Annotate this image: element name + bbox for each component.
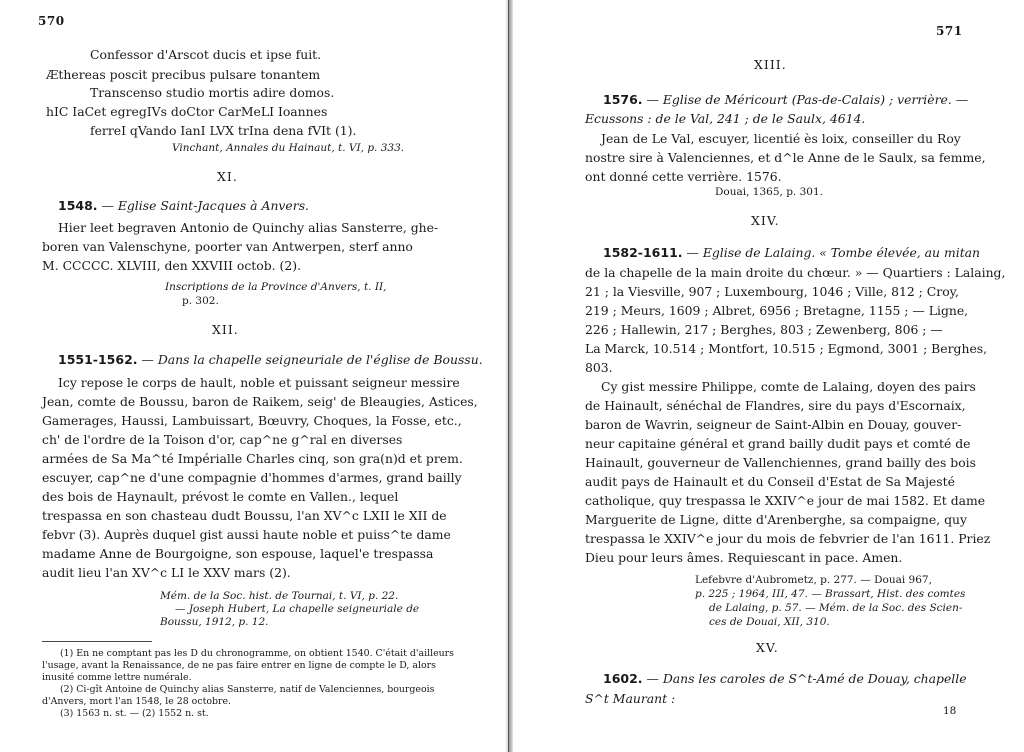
- footnote: d'Anvers, mort l'an 1548, le 28 octobre.: [42, 696, 232, 707]
- text-line: audit lieu l'an XV^c LI le XXV mars (2).: [42, 565, 291, 580]
- text-line: 226 ; Hallewin, 217 ; Berghes, 803 ; Zewenberg, 806 ; —: [585, 322, 943, 337]
- source-line: de Lalaing, p. 57. — Mém. de la Soc. des Scien-: [709, 602, 963, 614]
- text-line: trespassa en son chasteau dudt Boussu, l'an XV^c LXII le XII de: [42, 508, 447, 523]
- section-year: 1551-1562.: [58, 352, 138, 367]
- text-line: des bois de Haynault, prévost le comte en Vallen., lequel: [42, 489, 399, 504]
- source-line: p. 302.: [182, 295, 219, 307]
- footnote-rule: [42, 641, 152, 642]
- section-title: — Eglise de Lalaing. « Tombe élevée, au mitan: [686, 245, 981, 260]
- source-line: ces de Douai, XII, 310.: [709, 616, 830, 628]
- left-page: [0, 0, 505, 752]
- text-line: 219 ; Meurs, 1609 ; Albret, 6956 ; Bretagne, 1155 ; — Ligne,: [585, 303, 969, 318]
- text-line: nostre sire à Valenciennes, et d^le Anne de le Saulx, sa femme,: [585, 150, 986, 165]
- section-numeral-xi: XI.: [217, 169, 238, 184]
- source-line: p. 225 ; 1964, III, 47. — Brassart, Hist. des comtes: [695, 588, 966, 600]
- text-line: febvr (3). Auprès duquel gist aussi haute noble et puiss^te dame: [42, 527, 451, 542]
- section-subtitle: Ecussons : de le Val, 241 ; de le Saulx, 4614.: [585, 111, 866, 126]
- poem-line: Confessor d'Arscot ducis et ipse fuit.: [90, 47, 322, 62]
- section-title: — Eglise Saint-Jacques à Anvers.: [101, 198, 309, 213]
- text-line: Hainault, gouverneur de Vallenchiennes, grand bailly des bois: [585, 455, 976, 470]
- footnote: (2) Ci-gît Antoine de Quinchy alias Sansterre, natif de Valenciennes, bourgeois: [60, 684, 435, 695]
- text-line: Jean de Le Val, escuyer, licentié ès loix, conseiller du Roy: [601, 131, 961, 146]
- text-line: Icy repose le corps de hault, noble et puissant seigneur messire: [58, 375, 460, 390]
- section-title-xi: [58, 197, 309, 214]
- section-title-xiii: [603, 91, 968, 108]
- footnote: (3) 1563 n. st. — (2) 1552 n. st.: [60, 708, 209, 719]
- section-numeral-xii: XII.: [212, 322, 239, 337]
- page-number-right: 571: [936, 24, 963, 38]
- poem-line: Transcenso studio mortis adire domos.: [90, 85, 335, 100]
- section-title-xii: [58, 351, 483, 368]
- text-line: de la chapelle de la main droite du chœur. » — Quartiers : Lalaing,: [585, 265, 1006, 280]
- footnote: (1) En ne comptant pas les D du chronogramme, on obtient 1540. C'était d'ailleurs: [60, 648, 454, 659]
- book-gutter: [505, 0, 513, 752]
- section-year: 1548.: [58, 198, 98, 213]
- text-line: trespassa le XXIV^e jour du mois de febvrier de l'an 1611. Priez: [585, 531, 991, 546]
- text-line: armées de Sa Ma^té Impérialle Charles cinq, son gra(n)d et prem.: [42, 451, 463, 466]
- text-line: de Hainault, sénéchal de Flandres, sire du pays d'Escornaix,: [585, 398, 966, 413]
- text-line: Hier leet begraven Antonio de Quinchy alias Sansterre, ghe-: [58, 220, 439, 235]
- source-line: Inscriptions de la Province d'Anvers, t. II,: [165, 281, 387, 293]
- gutter-line: [508, 0, 509, 752]
- section-numeral-xiii: XIII.: [754, 57, 787, 72]
- section-numeral-xiv: XIV.: [751, 213, 780, 228]
- footnote: l'usage, avant la Renaissance, de ne pas faire entrer en ligne de compte le D, alors: [42, 660, 436, 671]
- right-page: [513, 0, 1024, 752]
- text-line: ch' de l'ordre de la Toison d'or, cap^ne g^ral en diverses: [42, 432, 403, 447]
- poem-line: ferreI qVando IanI LVX trIna dena fVIt (1).: [90, 123, 357, 138]
- text-line: 803.: [585, 360, 613, 375]
- text-line: escuyer, cap^ne d'une compagnie d'hommes d'armes, grand bailly: [42, 470, 462, 485]
- poem-line: hIC IaCet egregIVs doCtor CarMeLI Ioannes: [46, 104, 328, 119]
- section-title-xiv: [603, 244, 980, 261]
- text-line: Marguerite de Ligne, ditte d'Arenberghe, sa compaigne, quy: [585, 512, 967, 527]
- section-title: — Dans les caroles de S^t-Amé de Douay, chapelle: [646, 671, 967, 686]
- source-line: — Joseph Hubert, La chapelle seigneuriale de: [175, 603, 420, 615]
- text-line: Gamerages, Haussi, Lambuissart, Bœuvry, Choques, la Fosse, etc.,: [42, 413, 462, 428]
- text-line: audit pays de Hainault et du Conseil d'Estat de Sa Majesté: [585, 474, 955, 489]
- source-line: Lefebvre d'Aubrometz, p. 277. — Douai 967,: [695, 574, 932, 586]
- section-title: — Eglise de Méricourt (Pas-de-Calais) ; verrière. —: [646, 92, 969, 107]
- source-line: Douai, 1365, p. 301.: [715, 186, 823, 198]
- section-numeral-xv: XV.: [756, 640, 779, 655]
- text-line: Jean, comte de Boussu, baron de Raikem, seig' de Bleaugies, Astices,: [42, 394, 478, 409]
- source-line: Mém. de la Soc. hist. de Tournai, t. VI, p. 22.: [160, 590, 399, 602]
- section-title-xv: [603, 670, 967, 687]
- text-line: baron de Wavrin, seigneur de Saint-Albin en Douay, gouver-: [585, 417, 962, 432]
- text-line: neur capitaine général et grand bailly dudit pays et comté de: [585, 436, 971, 451]
- text-line: Cy gist messire Philippe, comte de Lalaing, doyen des pairs: [601, 379, 976, 394]
- text-line: catholique, quy trespassa le XXIV^e jour de mai 1582. Et dame: [585, 493, 986, 508]
- text-line: madame Anne de Bourgoigne, son espouse, laquel'e trespassa: [42, 546, 434, 561]
- text-line: La Marck, 10.514 ; Montfort, 10.515 ; Egmond, 3001 ; Berghes,: [585, 341, 988, 356]
- text-line: boren van Valenschyne, poorter van Antwerpen, sterf anno: [42, 239, 413, 254]
- text-line: 21 ; la Viesville, 907 ; Luxembourg, 1046 ; Ville, 812 ; Croy,: [585, 284, 959, 299]
- text-line: M. CCCCC. XLVIII, den XXVIII octob. (2).: [42, 258, 302, 273]
- section-year: 1602.: [603, 671, 643, 686]
- poem-line: Æthereas poscit precibus pulsare tonantem: [46, 67, 321, 82]
- footnote: inusité comme lettre numérale.: [42, 672, 192, 683]
- source-line: Boussu, 1912, p. 12.: [160, 616, 269, 628]
- poem-source: Vinchant, Annales du Hainaut, t. VI, p. 333.: [172, 142, 405, 154]
- section-subtitle: S^t Maurant :: [585, 691, 676, 706]
- section-title: — Dans la chapelle seigneuriale de l'église de Boussu.: [141, 352, 483, 367]
- section-year: 1582-1611.: [603, 245, 683, 260]
- section-year: 1576.: [603, 92, 643, 107]
- text-line: ont donné cette verrière. 1576.: [585, 169, 782, 184]
- text-line: Dieu pour leurs âmes. Requiescant in pace. Amen.: [585, 550, 903, 565]
- page-number-left: 570: [38, 14, 65, 28]
- signature-mark: 18: [943, 705, 957, 717]
